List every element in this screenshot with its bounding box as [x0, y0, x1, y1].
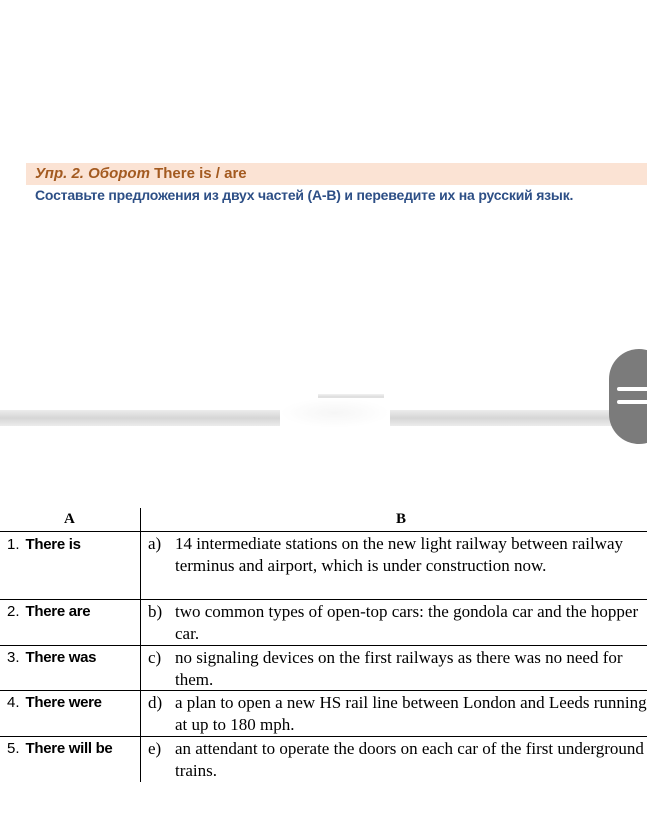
table-row-a [7, 740, 112, 757]
row-phrase: There was [25, 649, 97, 666]
table-row-a [7, 536, 81, 553]
table-row-a [7, 694, 102, 711]
row-phrase: There is [25, 536, 81, 553]
menu-handle-bar [617, 387, 647, 391]
table-row-a [7, 603, 90, 620]
table-header-a: A [64, 511, 75, 527]
row-letter: d) [148, 693, 163, 712]
table-header-b: B [396, 511, 407, 527]
row-phrase: There were [25, 694, 102, 711]
table-rule [0, 599, 647, 600]
scan-blur [280, 398, 390, 428]
scan-divider-right [385, 410, 615, 426]
row-number: 1. [7, 536, 20, 553]
row-letter: a) [148, 534, 162, 553]
row-number: 4. [7, 694, 20, 711]
menu-handle-bar [617, 400, 647, 404]
exercise-title-italic: Упр. 2. Оборот [35, 165, 150, 182]
row-letter: b) [148, 602, 163, 621]
row-number: 2. [7, 603, 20, 620]
table-rule [0, 531, 647, 532]
table-row-b [148, 692, 647, 736]
row-text: 14 intermediate stations on the new light railway between railway terminus and airport, which is under construction now. [175, 534, 624, 575]
menu-handle-icon[interactable] [609, 349, 647, 444]
row-text: a plan to open a new HS rail line between London and Leeds running at up to 180 mph. [175, 693, 647, 734]
scan-divider-left [0, 410, 290, 426]
row-number: 3. [7, 649, 20, 666]
row-text: no signaling devices on the first railways as there was no need for them. [175, 648, 623, 689]
row-phrase: There are [25, 603, 91, 620]
row-text: an attendant to operate the doors on each car of the first underground trains. [175, 739, 644, 780]
table-row-b [148, 647, 647, 691]
table-row-a [7, 649, 96, 666]
exercise-title [35, 165, 247, 182]
table-rule [0, 690, 647, 691]
row-letter: e) [148, 739, 162, 758]
exercise-instruction: Составьте предложения из двух частей (А-В) и переведите их на русский язык. [35, 187, 574, 203]
table-rule [0, 645, 647, 646]
table-row-b [148, 738, 647, 782]
exercise-title-rest: There is / are [149, 165, 247, 182]
row-phrase: There will be [25, 740, 113, 757]
row-text: two common types of open-top cars: the gondola car and the hopper car. [175, 602, 639, 643]
table-row-b [148, 533, 647, 577]
table-row-b [148, 601, 647, 645]
row-letter: c) [148, 648, 162, 667]
row-number: 5. [7, 740, 20, 757]
table-rule [0, 736, 647, 737]
